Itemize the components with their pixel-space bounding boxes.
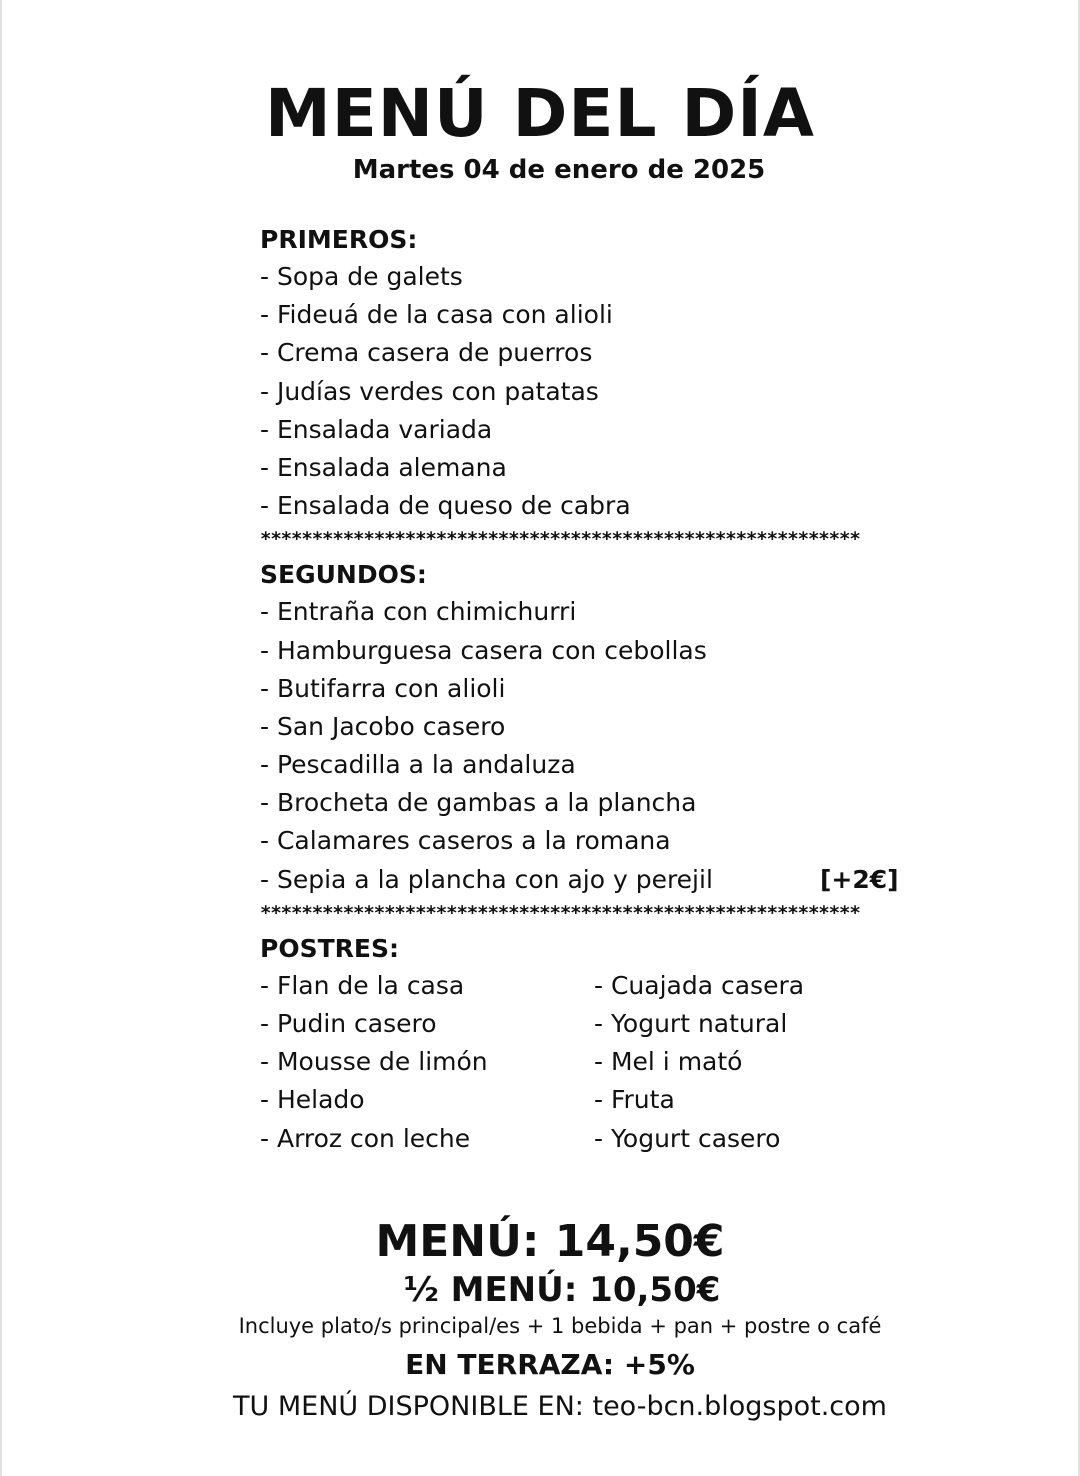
segundos-item: - Entraña con chimichurri bbox=[260, 597, 577, 627]
price-full-menu: MENÚ: 14,50€ bbox=[375, 1216, 725, 1267]
extra-charge: [+2€] bbox=[820, 864, 899, 894]
section-title-postres: POSTRES: bbox=[260, 933, 399, 963]
postres-item: - Mel i mató bbox=[594, 1047, 743, 1077]
menu-body bbox=[260, 222, 1020, 1158]
primeros-item: - Ensalada de queso de cabra bbox=[260, 491, 631, 521]
primeros-list bbox=[260, 258, 1020, 525]
segundos-item: - Calamares caseros a la romana bbox=[260, 826, 671, 856]
postres-item: - Helado bbox=[260, 1085, 365, 1115]
primeros-item: - Crema casera de puerros bbox=[260, 338, 593, 368]
section-title-segundos: SEGUNDOS: bbox=[260, 560, 427, 590]
primeros-item: - Judías verdes con patatas bbox=[260, 376, 599, 406]
postres-grid bbox=[260, 967, 1020, 1158]
primeros-item: - Ensalada variada bbox=[260, 414, 493, 444]
primeros-item: - Ensalada alemana bbox=[260, 452, 507, 482]
postres-column-right bbox=[594, 967, 994, 1158]
segundos-item: - San Jacobo casero bbox=[260, 711, 506, 741]
primeros-item: - Sopa de galets bbox=[260, 262, 463, 291]
segundos-item: - Brocheta de gambas a la plancha bbox=[260, 788, 697, 818]
postres-item: - Fruta bbox=[594, 1085, 675, 1115]
postres-item: - Flan de la casa bbox=[260, 970, 465, 1000]
segundos-item: - Pescadilla a la andaluza bbox=[260, 750, 576, 780]
segundos-item: - Butifarra con alioli bbox=[260, 673, 506, 703]
separator-line: ********************************************************** bbox=[260, 901, 860, 924]
postres-item: - Yogurt casero bbox=[594, 1123, 781, 1153]
postres-item: - Yogurt natural bbox=[594, 1009, 788, 1038]
menu-includes-note: Incluye plato/s principal/es + 1 bebida + pan + postre o café bbox=[238, 1314, 882, 1338]
price-half-menu: ½ MENÚ: 10,50€ bbox=[403, 1270, 721, 1310]
section-title-primeros: PRIMEROS: bbox=[260, 225, 418, 254]
menu-footer bbox=[0, 1213, 1080, 1429]
primeros-item: - Fideuá de la casa con alioli bbox=[260, 300, 613, 330]
separator-line: ********************************************************** bbox=[260, 528, 860, 551]
menu-date: Martes 04 de enero de 2025 bbox=[352, 155, 766, 185]
segundos-item-with-extra bbox=[260, 861, 1020, 899]
segundos-list bbox=[260, 593, 1020, 899]
postres-item: - Pudin casero bbox=[260, 1009, 437, 1038]
terrace-surcharge: EN TERRAZA: +5% bbox=[405, 1348, 695, 1381]
segundos-item-label: - Sepia a la plancha con ajo y perejil bbox=[260, 864, 713, 894]
menu-availability-note: TU MENÚ DISPONIBLE EN: teo-bcn.blogspot.com bbox=[233, 1391, 887, 1422]
menu-title: MENÚ DEL DÍA bbox=[265, 75, 815, 152]
postres-item: - Cuajada casera bbox=[594, 970, 805, 1000]
postres-item: - Arroz con leche bbox=[260, 1123, 471, 1153]
postres-item: - Mousse de limón bbox=[260, 1047, 488, 1077]
postres-column-left bbox=[260, 967, 594, 1158]
segundos-item: - Hamburguesa casera con cebollas bbox=[260, 635, 707, 665]
